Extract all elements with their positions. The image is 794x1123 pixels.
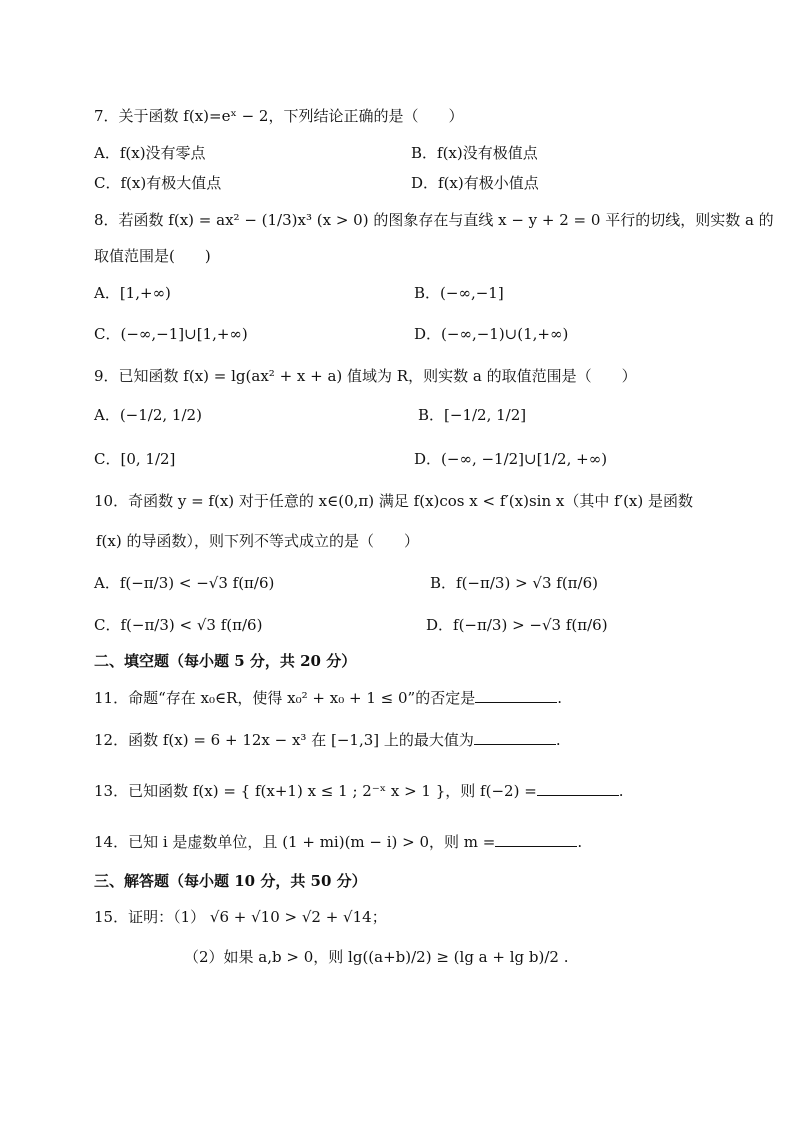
question-12: [94, 730, 561, 750]
q7-stem: 7．关于函数 f(x)=eˣ − 2，下列结论正确的是（ ）: [94, 107, 464, 125]
q12-period: .: [555, 731, 561, 749]
q11-text: 11．命题“存在 x₀∈R，使得 x₀² + x₀ + 1 ≤ 0”的否定是: [94, 689, 476, 707]
q8-option-d: D．(−∞,−1)∪(1,+∞): [414, 325, 569, 343]
q11-period: .: [557, 689, 562, 707]
q15-part1: 15．证明：（1） √6 + √10 > √2 + √14；: [94, 908, 387, 926]
q12-answer-blank[interactable]: [474, 730, 556, 745]
q14-text: 14．已知 i 是虚数单位，且 (1 + mi)(m − i) > 0，则 m =: [94, 833, 496, 851]
section-title-solutions: 三、解答题（每小题 10 分，共 50 分）: [94, 872, 367, 890]
q10-option-a: A．f(−π/3) < −√3 f(π/6): [94, 574, 275, 592]
q7-option-a: A．f(x)没有零点: [94, 144, 206, 162]
q15-part2: （2）如果 a,b > 0，则 lg((a+b)/2) ≥ (lg a + lg b)/2 .: [184, 948, 569, 966]
q8-option-a: A．[1,+∞): [94, 284, 171, 302]
q9-option-d: D．(−∞, −1/2]∪[1/2, +∞): [414, 450, 608, 468]
q7-option-c: C．f(x)有极大值点: [94, 174, 222, 192]
q8-stem-line1: 8．若函数 f(x) = ax² − (1/3)x³ (x > 0) 的图象存在与直线 x − y + 2 = 0 平行的切线，则实数 a 的: [94, 211, 774, 229]
q14-period: .: [577, 833, 583, 851]
q8-stem-line2: 取值范围是( ): [94, 247, 211, 265]
question-14: [94, 832, 582, 852]
q8-option-b: B．(−∞,−1]: [414, 284, 504, 302]
q11-answer-blank[interactable]: [475, 688, 557, 703]
q9-stem: 9．已知函数 f(x) = lg(ax² + x + a) 值域为 R，则实数 a 的取值范围是（ ）: [94, 367, 637, 385]
q13-period: .: [618, 782, 624, 800]
q10-option-c: C．f(−π/3) < √3 f(π/6): [94, 616, 263, 634]
q9-option-b: B．[−1/2, 1/2]: [418, 406, 527, 424]
q10-stem-line2: f(x) 的导函数），则下列不等式成立的是（ ）: [96, 532, 419, 550]
question-13: [94, 781, 624, 801]
q7-option-d: D．f(x)有极小值点: [411, 174, 539, 192]
q13-text: 13．已知函数 f(x) = { f(x+1) x ≤ 1 ; 2⁻ˣ x > 1 }，则 f(−2) =: [94, 782, 537, 800]
q9-option-a: A．(−1/2, 1/2): [94, 406, 202, 424]
q10-option-b: B．f(−π/3) > √3 f(π/6): [430, 574, 598, 592]
q12-text: 12．函数 f(x) = 6 + 12x − x³ 在 [−1,3] 上的最大值为: [94, 731, 474, 749]
question-11: [94, 688, 562, 708]
q14-answer-blank[interactable]: [495, 832, 577, 847]
q13-answer-blank[interactable]: [537, 781, 619, 796]
q8-option-c: C．(−∞,−1]∪[1,+∞): [94, 325, 248, 343]
q10-option-d: D．f(−π/3) > −√3 f(π/6): [426, 616, 608, 634]
q7-option-b: B．f(x)没有极值点: [411, 144, 538, 162]
section-title-fill-in: 二、填空题（每小题 5 分，共 20 分）: [94, 652, 357, 670]
q10-stem-line1: 10．奇函数 y = f(x) 对于任意的 x∈(0,π) 满足 f(x)cos x < f′(x)sin x（其中 f′(x) 是函数: [94, 492, 693, 510]
q9-option-c: C．[0, 1/2]: [94, 450, 176, 468]
